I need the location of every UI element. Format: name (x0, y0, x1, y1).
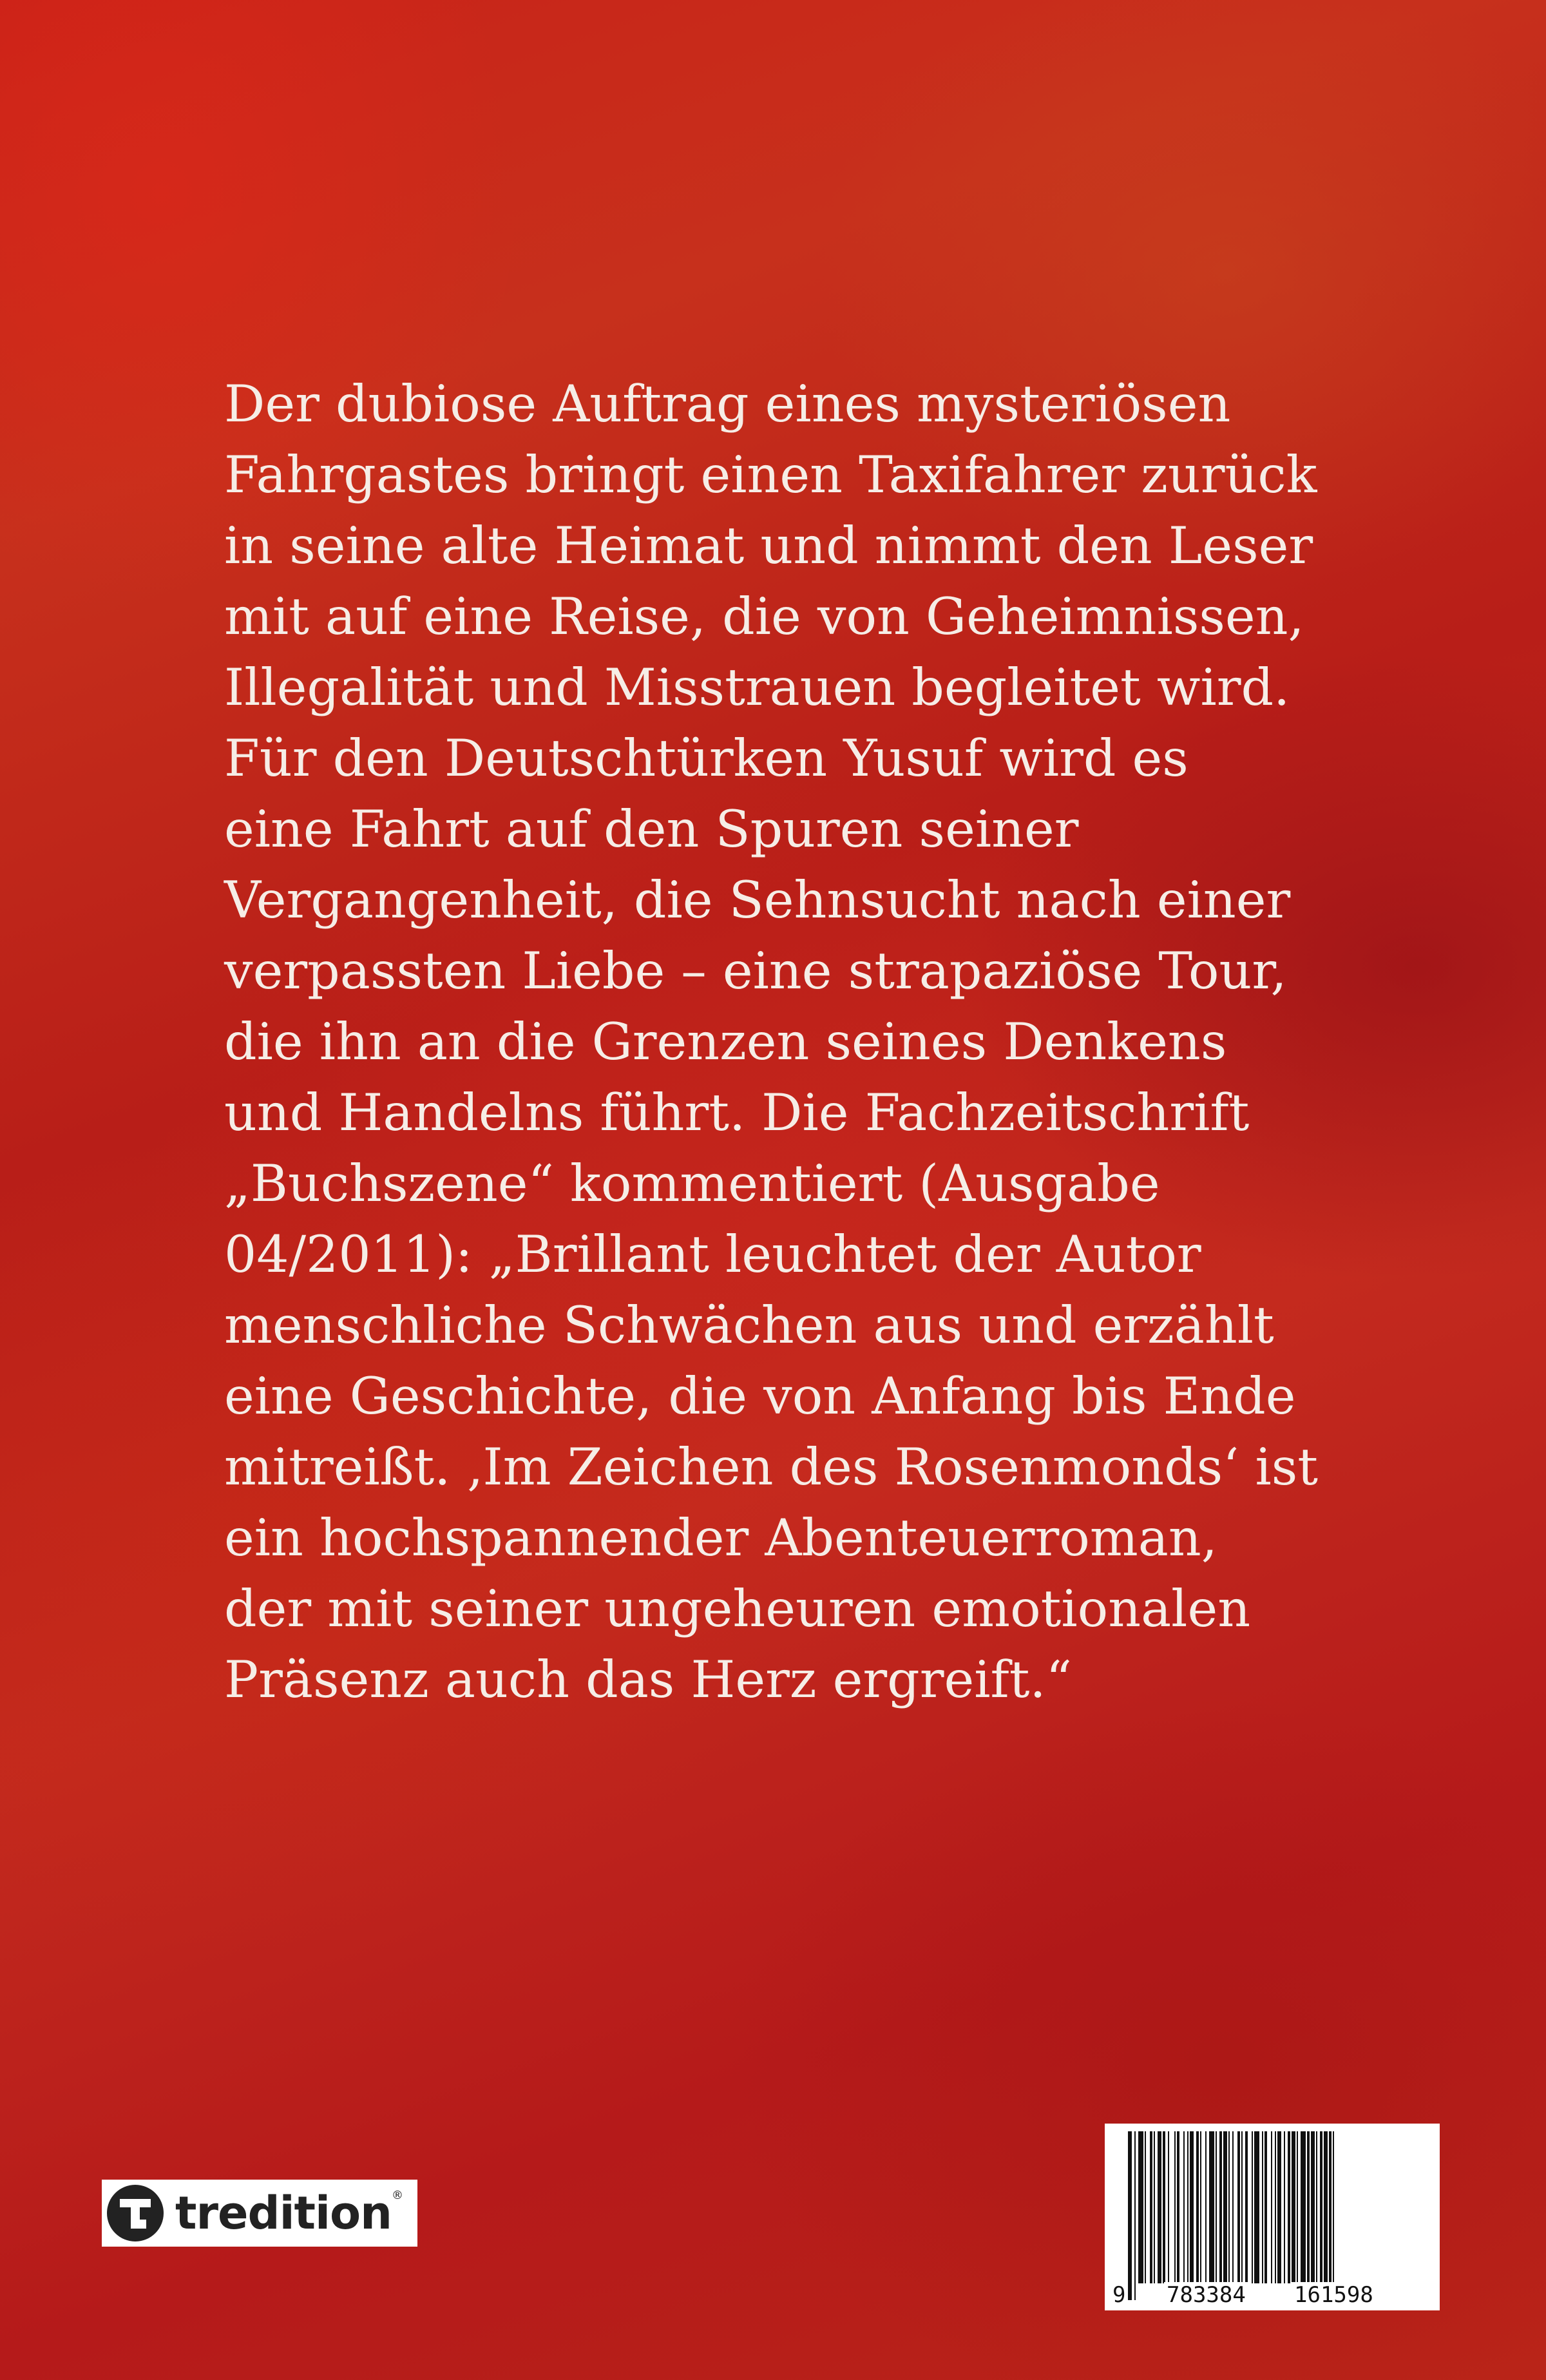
blurb-line: in seine alte Heimat und nimmt den Leser (224, 516, 1313, 575)
barcode-digits-left: 783384 (1164, 2282, 1248, 2308)
barcode-bar (1145, 2131, 1146, 2283)
barcode-bar (1219, 2131, 1222, 2283)
barcode-bar (1311, 2131, 1315, 2283)
barcode-bar (1275, 2131, 1276, 2283)
barcode-bar (1168, 2131, 1169, 2283)
barcode-bar (1241, 2131, 1243, 2283)
barcode-bar (1216, 2131, 1217, 2283)
publisher-name: tredition (175, 2187, 392, 2240)
barcode-bar (1297, 2131, 1298, 2283)
barcode-bar (1292, 2131, 1295, 2283)
barcode-bar (1205, 2131, 1207, 2283)
barcode-bar (1262, 2131, 1263, 2283)
barcode-bar (1138, 2131, 1143, 2283)
blurb-line: mit auf eine Reise, die von Geheimnissen, (224, 587, 1304, 646)
isbn-barcode (1105, 2124, 1440, 2310)
barcode-bar (1200, 2131, 1201, 2283)
blurb-line: eine Fahrt auf den Spuren seiner (224, 800, 1079, 859)
barcode-bar (1252, 2131, 1253, 2283)
registered-mark: ® (391, 2189, 403, 2202)
blurb-line: „Buchszene“ kommentiert (Ausgabe (224, 1154, 1160, 1213)
blurb-line: eine Geschichte, die von Anfang bis Ende (224, 1367, 1296, 1426)
barcode-bar (1177, 2131, 1179, 2283)
barcode-bar (1134, 2131, 1136, 2300)
blurb-line: Präsenz auch das Herz ergreift.“ (224, 1650, 1072, 1709)
barcode-digits-right: 161598 (1292, 2282, 1376, 2308)
barcode-bar (1150, 2131, 1152, 2283)
blurb-line: die ihn an die Grenzen seines Denkens (224, 1012, 1227, 1071)
blurb-line: der mit seiner ungeheuren emotionalen (224, 1579, 1251, 1638)
blurb-line: 04/2011): „Brillant leuchtet der Autor (224, 1225, 1201, 1284)
blurb-line: Vergangenheit, die Sehnsucht nach einer (224, 870, 1291, 930)
barcode-bar (1154, 2131, 1155, 2283)
barcode-bar (1209, 2131, 1214, 2283)
barcode-bar (1288, 2131, 1290, 2283)
blurb-line: und Handelns führt. Die Fachzeitschrift (224, 1083, 1250, 1142)
blurb-line: Für den Deutschtürken Yusuf wird es (224, 729, 1188, 788)
barcode-digit-first: 9 (1110, 2282, 1128, 2308)
barcode-bar (1128, 2131, 1132, 2300)
barcode-bar (1237, 2131, 1240, 2300)
blurb-line: mitreißt. ‚Im Zeichen des Rosenmonds‘ ist (224, 1437, 1318, 1497)
barcode-bar (1307, 2131, 1310, 2283)
barcode-bar (1316, 2131, 1317, 2283)
blurb-line: Fahrgastes bringt einen Taxifahrer zurück (224, 445, 1317, 504)
barcode-bar (1183, 2131, 1185, 2283)
barcode-bar (1277, 2131, 1281, 2283)
blurb-line: menschliche Schwächen aus und erzählt (224, 1296, 1274, 1355)
barcode-bar (1264, 2131, 1267, 2283)
barcode-bar (1196, 2131, 1199, 2283)
barcode-bar (1284, 2131, 1285, 2283)
barcode-bar (1254, 2131, 1259, 2283)
blurb-line: verpassten Liebe – eine strapaziöse Tour, (224, 941, 1287, 1001)
barcode-bar (1271, 2131, 1272, 2283)
barcode-bar (1245, 2131, 1248, 2283)
barcode-bar (1320, 2131, 1322, 2283)
barcode-bar (1158, 2131, 1161, 2283)
barcode-bar (1333, 2131, 1334, 2300)
barcode-bar (1232, 2131, 1234, 2283)
blurb-line: Der dubiose Auftrag eines mysteriösen (224, 374, 1231, 434)
barcode-bar (1329, 2131, 1331, 2283)
barcode-bar (1190, 2131, 1194, 2283)
blurb-line: ein hochspannender Abenteuerroman, (224, 1508, 1217, 1568)
blurb-text (224, 369, 1403, 1715)
barcode-bar (1163, 2131, 1165, 2283)
barcode-bar (1187, 2131, 1188, 2283)
barcode-bar (1223, 2131, 1227, 2283)
barcode-bar (1324, 2131, 1328, 2283)
publisher-logo (102, 2180, 417, 2247)
barcode-bar (1228, 2131, 1230, 2283)
barcode-bar (1301, 2131, 1306, 2283)
barcode-bar (1174, 2131, 1176, 2283)
blurb-line: Illegalität und Misstrauen begleitet wird. (224, 658, 1290, 717)
tredition-t-icon (104, 2182, 166, 2244)
